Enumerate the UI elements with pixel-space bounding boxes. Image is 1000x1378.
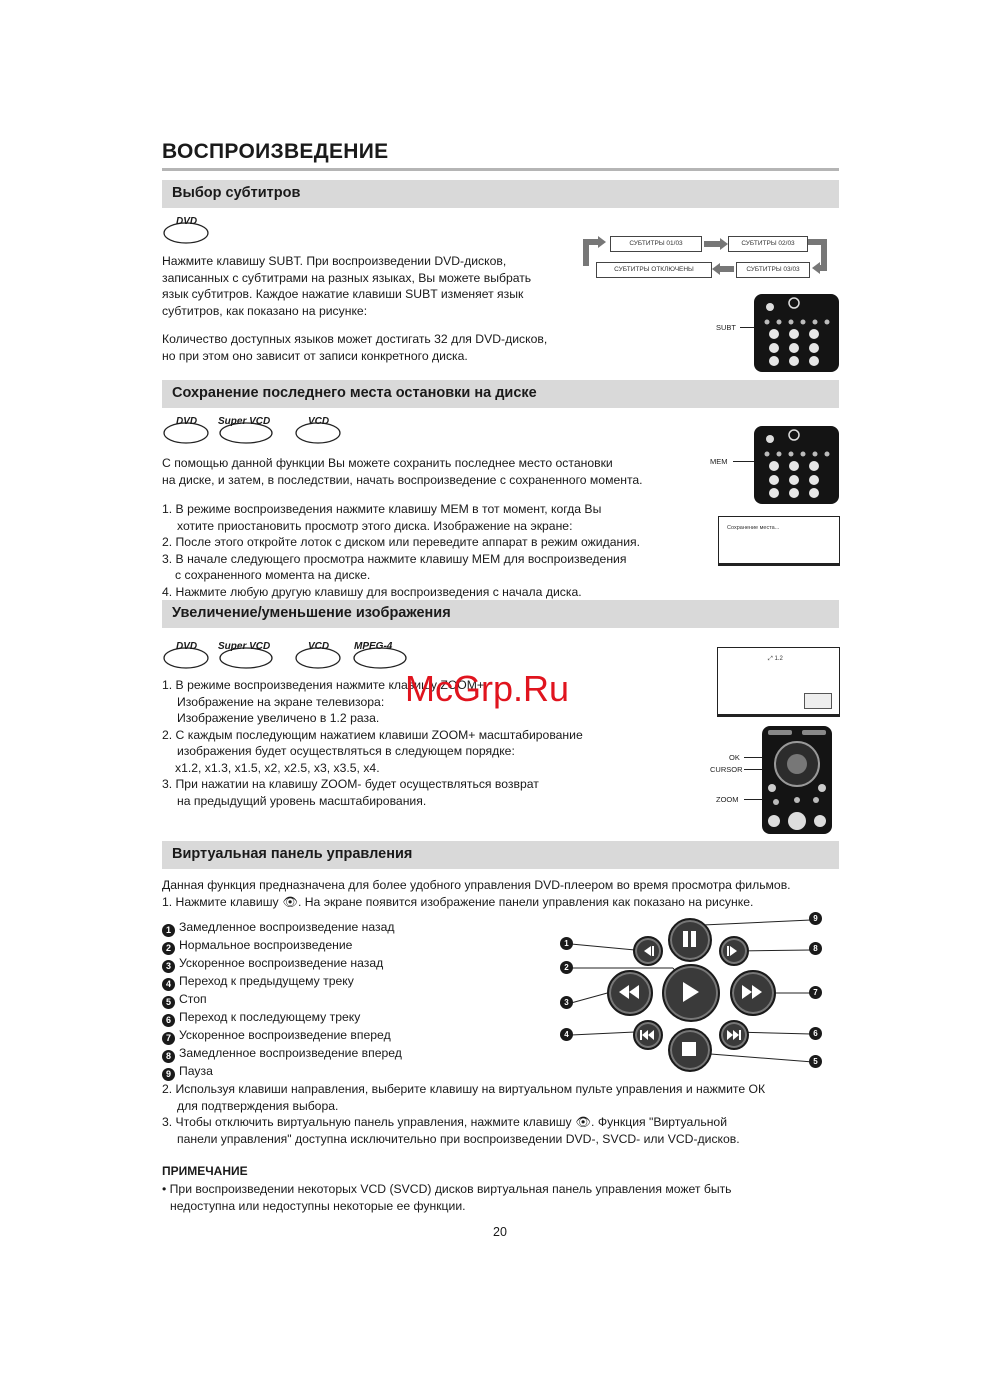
subtitles-paragraph-2: Количество доступных языков может достигать 32 для DVD-дисков, но при этом оно зависит от записи конкретного диска.	[162, 332, 548, 363]
watermark: McGrp.Ru	[405, 668, 570, 709]
legend-item: 4 Переход к предыдущему треку	[162, 973, 402, 991]
legend-item: 2 Нормальное воспроизведение	[162, 937, 402, 955]
virtual-panel-legend	[162, 919, 402, 1081]
note-text: • При воспроизведении некоторых VCD (SVCD) дисков виртуальная панель управления может быть недоступна или недоступны некоторые ее функции.	[162, 1182, 732, 1213]
subtitles-paragraph-1: Нажмите клавишу SUBT. При воспроизведении DVD-дисков, записанных с субтитрами на разных языках, Вы можете выбрать язык субтитров. Каждое нажатие клавиши SUBT изменяет язык субтитров, как показано на рисунке:	[162, 254, 532, 318]
tv-screen-resume	[718, 516, 840, 566]
svcd-logo: Super VCD	[218, 416, 282, 448]
mpeg4-logo: MPEG-4	[352, 641, 416, 673]
title-divider	[162, 168, 839, 171]
note-heading: ПРИМЕЧАНИЕ	[162, 1164, 248, 1178]
callout-6: 6	[809, 1027, 822, 1040]
next-track-button	[719, 1020, 749, 1050]
fast-reverse-button	[607, 970, 653, 1016]
eye-icon: 👁	[282, 894, 298, 909]
vcd-logo: VCD	[294, 641, 346, 673]
zoom-label: ZOOM	[716, 795, 739, 804]
virtual-panel-intro: Данная функция предназначена для более удобного управления DVD-плеером во время просмотра фильмов. 1. Нажмите клавишу 👁. На экране появится изображение панели управления как показано на рисунке.	[162, 878, 791, 909]
legend-item: 8 Замедленное воспроизведение вперед	[162, 1045, 402, 1063]
virtual-panel-steps: 2. Используя клавиши направления, выберите клавишу на виртуальном пульте управления и нажмите ОК для подтверждения выбора. 3. Чтобы отключить виртуальную панель управления, нажмите клавишу 👁. Функция "Виртуальной панели управления" доступна исключительно при воспроизведении DVD-, SVCD- или VCD-дисков.	[162, 1082, 766, 1146]
cursor-label: CURSOR	[710, 765, 743, 774]
legend-item: 9 Пауза	[162, 1063, 402, 1081]
fast-forward-button	[730, 970, 776, 1016]
subt-label: SUBT	[716, 323, 737, 332]
resume-steps: 1. В режиме воспроизведения нажмите клавишу МЕМ в тот момент, когда Вы хотите приостановить просмотр этого диска. Изображение на экране: 2. После этого откройте лоток с диском или переведите аппарат в режим ожидания. 3. В начале следующего просмотра нажмите клавишу МЕМ для воспроизведения с сохраненного момента на диске. 4. Нажмите любую другую клавишу для воспроизведения с начала диска.	[162, 502, 641, 599]
remote-middle-zoom	[762, 726, 832, 834]
section-heading-zoom	[162, 600, 839, 628]
tv-screen-zoom	[717, 647, 840, 717]
ok-label: OK	[729, 753, 740, 762]
vcd-logo: VCD	[294, 416, 346, 448]
section-heading-resume	[162, 380, 839, 408]
remote-top-subt	[754, 294, 839, 372]
stop-button	[668, 1028, 712, 1072]
eye-icon: 👁	[575, 1115, 591, 1129]
legend-item: 6 Переход к последующему треку	[162, 1009, 402, 1027]
section-heading-subtitles	[162, 180, 839, 208]
dvd-logo: DVD	[162, 416, 214, 448]
subtitle-state-2: СУБТИТРЫ 02/03	[728, 236, 808, 252]
page-number: 20	[493, 1225, 507, 1239]
dvd-logo: DVD	[162, 641, 214, 673]
callout-5: 5	[809, 1055, 822, 1068]
subtitle-state-1: СУБТИТРЫ 01/03	[610, 236, 702, 252]
section-heading-virtual-panel	[162, 841, 839, 869]
page-title: ВОСПРОИЗВЕДЕНИЕ	[162, 140, 389, 163]
zoom-indicator: ⤢ 1.2	[768, 656, 783, 662]
zoom-steps: 1. В режиме воспроизведения нажмите клавишу ZOOM+ Изображение на экране телевизора: Изображение увеличено в 1.2 раза. 2. С каждым последующим нажатием клавиши ZOOM+ масштабирование изображения будет осуществляться в следующем порядке: x1.2, x1.3, x1.5, x2, x2.5, x3, x3.5, x4. 3. При нажатии на клавишу ZOOM- будет осуществляться возврат на предыдущий уровень масштабирования.	[162, 678, 583, 808]
section-heading-text: Выбор субтитров	[172, 185, 301, 201]
callout-7: 7	[809, 986, 822, 999]
slow-reverse-button	[633, 936, 663, 966]
section-heading-text: Сохранение последнего места остановки на диске	[172, 385, 537, 401]
callout-2: 2	[560, 961, 573, 974]
legend-item: 1 Замедленное воспроизведение назад	[162, 919, 402, 937]
legend-item: 7 Ускоренное воспроизведение вперед	[162, 1027, 402, 1045]
subtitle-state-3: СУБТИТРЫ 03/03	[736, 262, 810, 278]
legend-item: 3 Ускоренное воспроизведение назад	[162, 955, 402, 973]
pause-button	[668, 918, 712, 962]
dvd-logo: DVD	[162, 216, 214, 248]
slow-forward-button	[719, 936, 749, 966]
mem-label: MEM	[710, 457, 728, 466]
callout-4: 4	[560, 1028, 573, 1041]
callout-9: 9	[809, 912, 822, 925]
screen-message: Сохранение места...	[727, 525, 780, 531]
legend-item: 5 Стоп	[162, 991, 402, 1009]
callout-8: 8	[809, 942, 822, 955]
svcd-logo: Super VCD	[218, 641, 282, 673]
previous-track-button	[633, 1020, 663, 1050]
section-heading-text: Увеличение/уменьшение изображения	[172, 605, 451, 621]
play-button	[662, 964, 720, 1022]
section-heading-text: Виртуальная панель управления	[172, 846, 413, 862]
callout-3: 3	[560, 996, 573, 1009]
magnifier-icon: ⤢	[768, 656, 773, 662]
callout-1: 1	[560, 937, 573, 950]
resume-intro: С помощью данной функции Вы можете сохранить последнее место остановки на диске, и затем, в последствии, начать воспроизведение с сохраненного момента.	[162, 456, 643, 487]
subtitle-state-off: СУБТИТРЫ ОТКЛЮЧЕНЫ	[596, 262, 712, 278]
subtitle-cycle-diagram	[582, 232, 839, 280]
virtual-panel-diagram	[555, 908, 825, 1073]
zoom-navigator-box	[804, 693, 832, 709]
remote-top-mem	[754, 426, 839, 504]
